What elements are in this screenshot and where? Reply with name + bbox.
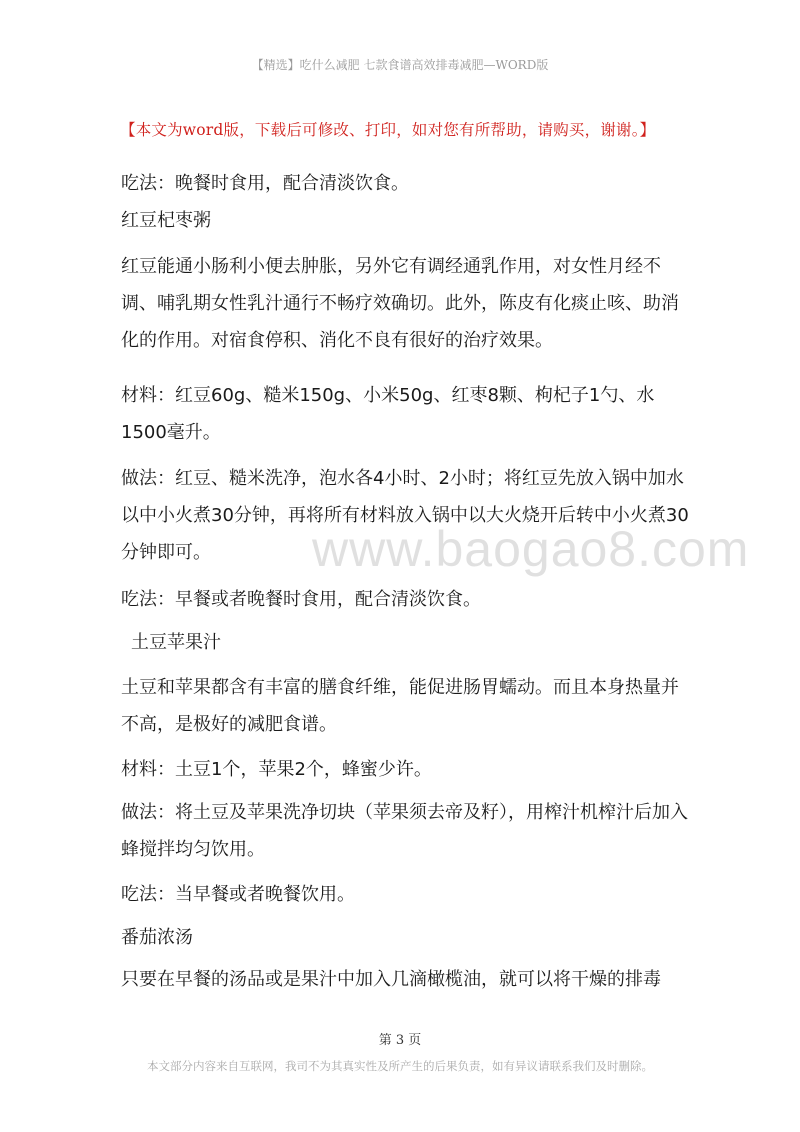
paragraph-juice-method: 吃法：当早餐或者晚餐饮用。 [121,884,355,905]
paragraph-red-bean-benefits: 红豆能通小肠利小便去肿胀，另外它有调经通乳作用，对女性月经不调、哺乳期女性乳汁通行不畅疗效确切。此外，陈皮有化痰止咳、助消化的作用。对宿食停积、消化不良有很好的治疗效果。 [121,256,679,351]
recipe-title-red-bean-porridge: 红豆杞枣粥 [121,210,211,231]
paragraph-juice-benefits: 土豆和苹果都含有丰富的膳食纤维，能促进肠胃蠕动。而且本身热量并不高，是极好的减肥食谱。 [121,677,679,735]
watermark: www.baogao8.com [312,521,750,577]
download-notice: 【本文为word版，下载后可修改、打印，如对您有所帮助，请购买，谢谢。】 [120,121,656,139]
recipe-title-tomato-soup: 番茄浓汤 [121,927,193,948]
paragraph-porridge-ingredients: 材料：红豆60g、糙米150g、小米50g、红枣8颗、枸杞子1勺、水1500毫升。 [121,385,655,443]
paragraph-juice-steps: 做法：将土豆及苹果洗净切块（苹果须去帝及籽），用榨汁机榨汁后加入蜂搅拌均匀饮用。 [121,802,688,860]
paragraph-porridge-method: 吃法：早餐或者晚餐时食用，配合清淡饮食。 [121,589,481,610]
page-header: 【精选】吃什么减肥 七款食谱高效排毒减肥—WORD版 [251,58,549,72]
paragraph-soup-intro: 只要在早餐的汤品或是果汁中加入几滴橄榄油，就可以将干燥的排毒 [121,969,661,990]
page-number: 第 3 页 [378,1033,422,1048]
paragraph-juice-ingredients: 材料：土豆1个，苹果2个，蜂蜜少许。 [121,759,432,780]
recipe-title-potato-apple-juice: 土豆苹果汁 [131,632,221,653]
page-footer: 本文部分内容来自互联网，我司不为其真实性及所产生的后果负责，如有异议请联系我们及时删除。 [147,1059,653,1073]
paragraph-porridge-steps: 做法：红豆、糙米洗净，泡水各4小时、2小时；将红豆先放入锅中加水以中小火煮30分钟，再将所有材料放入锅中以大火烧开后转中小火煮30分钟即可。 [121,468,689,563]
paragraph-dinner-method: 吃法：晚餐时食用，配合清淡饮食。 [121,173,409,194]
